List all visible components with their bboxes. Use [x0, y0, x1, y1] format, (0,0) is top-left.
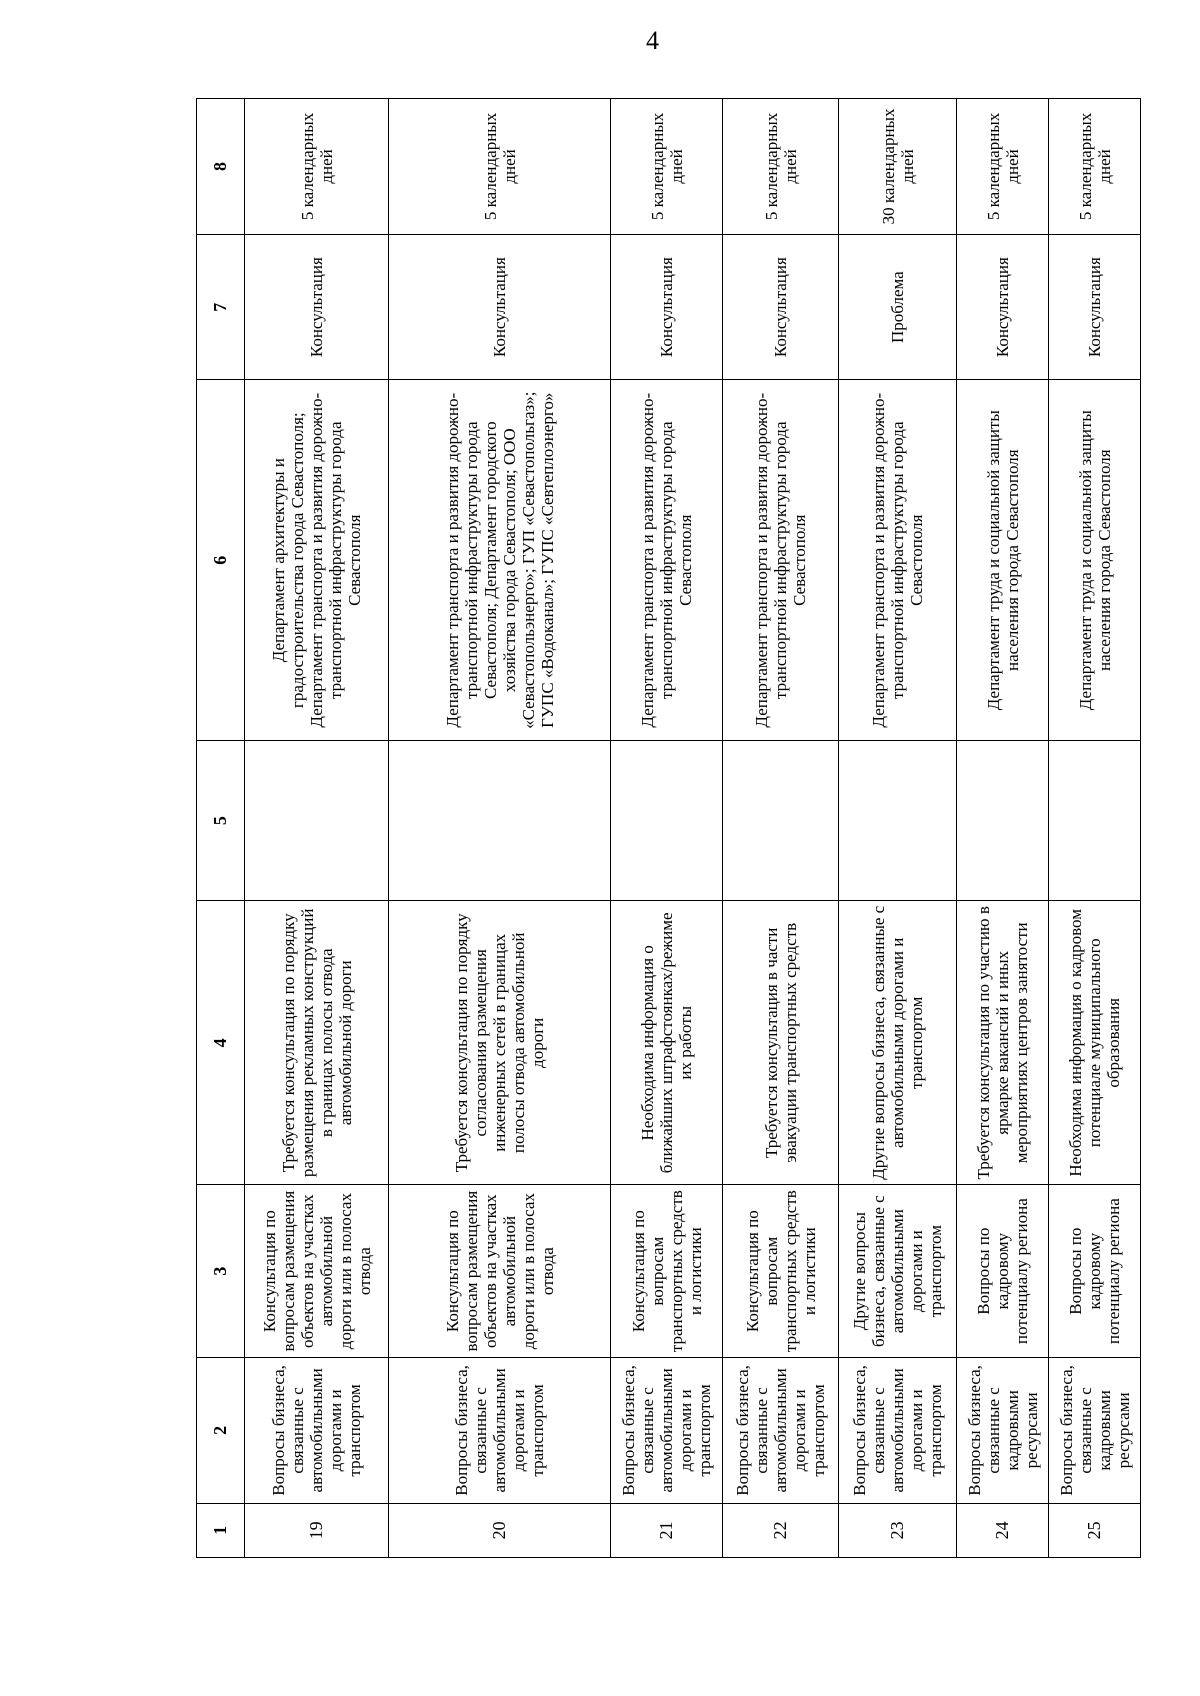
department-cell: Департамент транспорта и развития дорожно-транспортной инфраструктуры города Севастополя [723, 380, 839, 740]
header-cell: 1 [197, 1503, 245, 1557]
row-number: 23 [839, 1503, 957, 1557]
question-cell: Требуется консультация в части эвакуации транспортных средств [723, 901, 839, 1185]
topic-cell: Вопросы бизнеса, связанные с автомобильными дорогами и транспортом [723, 1358, 839, 1504]
type-cell: Консультация [611, 234, 723, 380]
col5-cell [839, 740, 957, 900]
table-row [839, 99, 957, 1558]
term-cell: 5 календарных дней [1049, 99, 1141, 235]
table-row [1049, 99, 1141, 1558]
type-cell: Консультация [723, 234, 839, 380]
row-number: 25 [1049, 1503, 1141, 1557]
topic-cell: Вопросы бизнеса, связанные с автомобильными дорогами и транспортом [611, 1358, 723, 1504]
row-number: 22 [723, 1503, 839, 1557]
subtopic-cell: Другие вопросы бизнеса, связанные с автомобильными дорогами и транспортом [839, 1185, 957, 1358]
term-cell: 5 календарных дней [611, 99, 723, 235]
department-cell: Департамент архитектуры и градостроительства города Севастополя; Департамент транспорта и развития дорожно-транспортной инфраструктуры города Севастополя [245, 380, 389, 740]
table-header-row [197, 99, 245, 1558]
table-container [196, 98, 1140, 1558]
table-row [389, 99, 611, 1558]
topic-cell: Вопросы бизнеса, связанные с автомобильными дорогами и транспортом [245, 1358, 389, 1504]
question-cell: Необходима информация о кадровом потенциале муниципального образования [1049, 901, 1141, 1185]
col5-cell [245, 740, 389, 900]
subtopic-cell: Вопросы по кадровому потенциалу региона [957, 1185, 1049, 1358]
department-cell: Департамент транспорта и развития дорожно-транспортной инфраструктуры города Севастополя [839, 380, 957, 740]
term-cell: 5 календарных дней [957, 99, 1049, 235]
topic-cell: Вопросы бизнеса, связанные с автомобильными дорогами и транспортом [389, 1358, 611, 1504]
col5-cell [389, 740, 611, 900]
col5-cell [611, 740, 723, 900]
subtopic-cell: Консультация по вопросам размещения объектов на участках автомобильной дороги или в полосах отвода [389, 1185, 611, 1358]
term-cell: 5 календарных дней [723, 99, 839, 235]
header-cell: 8 [197, 99, 245, 235]
topic-cell: Вопросы бизнеса, связанные с автомобильными дорогами и транспортом [839, 1358, 957, 1504]
topic-cell: Вопросы бизнеса, связанные с кадровыми ресурсами [957, 1358, 1049, 1504]
question-cell: Требуется консультация по порядку согласования размещения инженерных сетей в границах полосы отвода автомобильной дороги [389, 901, 611, 1185]
table-row [723, 99, 839, 1558]
department-cell: Департамент транспорта и развития дорожно-транспортной инфраструктуры города Севастополя [611, 380, 723, 740]
header-cell: 4 [197, 901, 245, 1185]
question-cell: Другие вопросы бизнеса, связанные с автомобильными дорогами и транспортом [839, 901, 957, 1185]
header-cell: 5 [197, 740, 245, 900]
page-number: 4 [646, 26, 659, 55]
header-cell: 2 [197, 1358, 245, 1504]
question-cell: Необходима информация о ближайших штрафстоянках/режиме их работы [611, 901, 723, 1185]
row-number: 20 [389, 1503, 611, 1557]
department-cell: Департамент транспорта и развития дорожно-транспортной инфраструктуры города Севастополя; Департамент городского хозяйства города Севастополя; ООО «Севастопольэнерго»; ГУП «Севастопольгаз»; ГУПС «Водоканал»; ГУПС «Севтеплоэнерго» [389, 380, 611, 740]
table-row [611, 99, 723, 1558]
department-cell: Департамент труда и социальной защиты населения города Севастополя [957, 380, 1049, 740]
type-cell: Консультация [1049, 234, 1141, 380]
type-cell: Проблема [839, 234, 957, 380]
table-row [245, 99, 389, 1558]
row-number: 24 [957, 1503, 1049, 1557]
row-number: 21 [611, 1503, 723, 1557]
term-cell: 5 календарных дней [389, 99, 611, 235]
row-number: 19 [245, 1503, 389, 1557]
subtopic-cell: Консультация по вопросам транспортных средств и логистики [723, 1185, 839, 1358]
type-cell: Консультация [389, 234, 611, 380]
header-cell: 3 [197, 1185, 245, 1358]
subtopic-cell: Консультация по вопросам размещения объектов на участках автомобильной дороги или в полосах отвода [245, 1185, 389, 1358]
question-cell: Требуется консультация по порядку размещения рекламных конструкций в границах полосы отвода автомобильной дороги [245, 901, 389, 1185]
subtopic-cell: Консультация по вопросам транспортных средств и логистики [611, 1185, 723, 1358]
type-cell: Консультация [245, 234, 389, 380]
col5-cell [1049, 740, 1141, 900]
col5-cell [957, 740, 1049, 900]
header-cell: 6 [197, 380, 245, 740]
table-row [957, 99, 1049, 1558]
subtopic-cell: Вопросы по кадровому потенциалу региона [1049, 1185, 1141, 1358]
term-cell: 30 календарных дней [839, 99, 957, 235]
topic-cell: Вопросы бизнеса, связанные с кадровыми ресурсами [1049, 1358, 1141, 1504]
question-cell: Требуется консультация по участию в ярмарке вакансий и иных мероприятиях центров занятости [957, 901, 1049, 1185]
header-cell: 7 [197, 234, 245, 380]
term-cell: 5 календарных дней [245, 99, 389, 235]
department-cell: Департамент труда и социальной защиты населения города Севастополя [1049, 380, 1141, 740]
type-cell: Консультация [957, 234, 1049, 380]
requests-table [196, 98, 1141, 1558]
col5-cell [723, 740, 839, 900]
